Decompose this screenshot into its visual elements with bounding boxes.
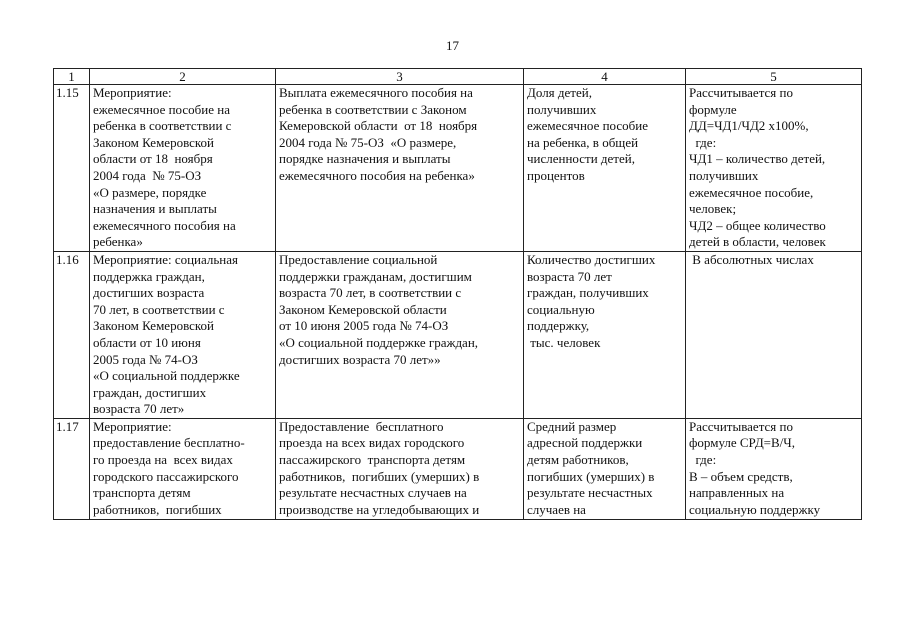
measure-cell [90, 418, 276, 519]
column-header: 4 [524, 69, 686, 85]
cell-text-line: Рассчитывается по [689, 85, 793, 100]
cell-text-line: на ребенка, в общей [527, 134, 639, 150]
cell-text-line: адресной поддержки [527, 435, 643, 451]
cell-text-line: результате несчастных случаев на [279, 485, 467, 501]
cell-text-line: Доля детей, [527, 85, 592, 100]
cell-text-line: ЧД1 – количество детей, [689, 151, 826, 167]
cell-text-line: формуле [689, 101, 737, 117]
cell-text-line: направленных на [689, 485, 785, 501]
cell-text-line: ежемесячное пособие [527, 118, 648, 134]
table-row [54, 85, 862, 252]
table-header-row [54, 69, 862, 85]
cell-text-line: возраста 70 лет [527, 268, 612, 284]
indicator-cell [524, 418, 686, 519]
cell-text-line: возраста 70 лет» [93, 401, 185, 417]
cell-text-line: Мероприятие: [93, 418, 172, 434]
cell-text-line: В – объем средств, [689, 468, 793, 484]
cell-text-line: Законом Кемеровской [93, 318, 215, 334]
table-row [54, 251, 862, 418]
cell-text-line: получивших [527, 101, 597, 117]
cell-text-line: социальную [527, 301, 595, 317]
cell-text-line: случаев на [527, 501, 586, 517]
cell-text-line: «О социальной поддержке [93, 368, 240, 384]
cell-text-line: Предоставление бесплатного [279, 418, 444, 434]
cell-text-line: достигших возраста 70 лет»» [279, 351, 441, 367]
cell-text-line: «О размере, порядке [93, 184, 207, 200]
cell-text-line: производстве на угледобывающих и [279, 501, 480, 517]
cell-text-line: городского пассажирского [93, 468, 239, 484]
column-header: 3 [276, 69, 524, 85]
table-row [54, 418, 862, 519]
cell-text-line: ежемесячное пособие, [689, 184, 814, 200]
cell-text-line: поддержку, [527, 318, 590, 334]
row-number-cell: 1.15 [54, 85, 90, 252]
cell-text-line: человек; [689, 201, 737, 217]
cell-text-line: Средний размер [527, 418, 617, 434]
cell-text-line: получивших [689, 167, 759, 183]
cell-text-line: Мероприятие: социальная [93, 251, 239, 267]
cell-text-line: «О социальной поддержке граждан, [279, 334, 479, 350]
cell-text-line: детям работников, [527, 452, 629, 468]
column-header: 2 [90, 69, 276, 85]
cell-text-line: от 10 июня 2005 года № 74-ОЗ [279, 318, 449, 334]
cell-text-line: ЧД2 – общее количество [689, 217, 826, 233]
cell-text-line: В абсолютных числах [689, 251, 814, 267]
cell-text-line: порядке назначения и выплаты [279, 151, 451, 167]
column-header: 1 [54, 69, 90, 85]
cell-text-line: ежемесячного пособия на [93, 217, 236, 233]
cell-text-line: ребенка в соответствии с [93, 118, 232, 134]
cell-text-line: Кемеровской области от 18 ноября [279, 118, 478, 134]
formula-cell [686, 418, 862, 519]
cell-text-line: 2004 года № 75-ОЗ [93, 167, 202, 183]
cell-text-line: го проезда на всех видах [93, 452, 233, 468]
cell-text-line: где: [689, 452, 717, 468]
cell-text-line: области от 18 ноября [93, 151, 213, 167]
page-number: 17 [446, 38, 459, 53]
indicator-cell [524, 85, 686, 252]
cell-text-line: ежемесячного пособия на ребенка» [279, 167, 475, 183]
cell-text-line: процентов [527, 167, 585, 183]
cell-text-line: поддержка граждан, [93, 268, 205, 284]
cell-text-line: ежемесячное пособие на [93, 101, 230, 117]
cell-text-line: предоставление бесплатно- [93, 435, 245, 451]
cell-text-line: 2005 года № 74-ОЗ [93, 351, 198, 367]
cell-text-line: пассажирского транспорта детям [279, 452, 466, 468]
cell-text-line: граждан, получивших [527, 285, 649, 301]
description-cell [276, 85, 524, 252]
description-cell [276, 251, 524, 418]
cell-text-line: Законом Кемеровской области [279, 301, 447, 317]
cell-text-line: Предоставление социальной [279, 251, 438, 267]
measure-cell [90, 85, 276, 252]
cell-text-line: транспорта детям [93, 485, 191, 501]
row-number-cell: 1.16 [54, 251, 90, 418]
cell-text-line: проезда на всех видах городского [279, 435, 465, 451]
cell-text-line: ребенка» [93, 234, 143, 250]
cell-text-line: социальную поддержку [689, 501, 821, 517]
cell-text-line: области от 10 июня [93, 334, 201, 350]
cell-text-line: 2004 года № 75-ОЗ «О размере, [279, 134, 457, 150]
cell-text-line: численности детей, [527, 151, 635, 167]
cell-text-line: Законом Кемеровской [93, 134, 215, 150]
cell-text-line: Мероприятие: [93, 85, 172, 100]
cell-text-line: детей в области, человек [689, 234, 826, 250]
cell-text-line: Выплата ежемесячного пособия на [279, 85, 473, 100]
measure-cell [90, 251, 276, 418]
cell-text-line: результате несчастных [527, 485, 653, 501]
cell-text-line: где: [689, 134, 717, 150]
indicator-cell [524, 251, 686, 418]
cell-text-line: работников, погибших [93, 501, 222, 517]
cell-text-line: поддержки гражданам, достигшим [279, 268, 472, 284]
description-cell [276, 418, 524, 519]
cell-text-line: ребенка в соответствии с Законом [279, 101, 467, 117]
cell-text-line: работников, погибших (умерших) в [279, 468, 480, 484]
cell-text-line: погибших (умерших) в [527, 468, 655, 484]
formula-cell [686, 85, 862, 252]
cell-text-line: достигших возраста [93, 285, 205, 301]
cell-text-line: формуле СРД=В/Ч, [689, 435, 795, 451]
cell-text-line: возраста 70 лет, в соответствии с [279, 285, 462, 301]
cell-text-line: Рассчитывается по [689, 418, 793, 434]
formula-cell [686, 251, 862, 418]
cell-text-line: граждан, достигших [93, 384, 207, 400]
row-number-cell: 1.17 [54, 418, 90, 519]
cell-text-line: назначения и выплаты [93, 201, 217, 217]
cell-text-line: ДД=ЧД1/ЧД2 х100%, [689, 118, 809, 134]
cell-text-line: 70 лет, в соответствии с [93, 301, 225, 317]
indicators-table [53, 68, 862, 520]
cell-text-line: тыс. человек [527, 334, 601, 350]
column-header: 5 [686, 69, 862, 85]
cell-text-line: Количество достигших [527, 251, 656, 267]
